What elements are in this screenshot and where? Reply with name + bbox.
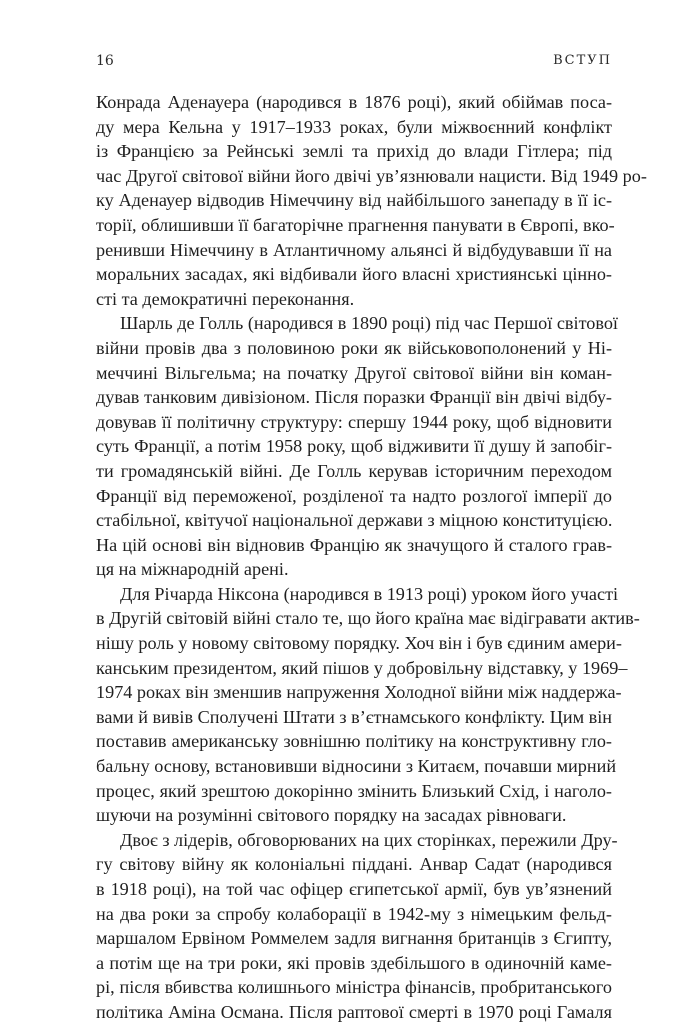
text-line: ця на міжнародній арені.: [96, 559, 289, 580]
paragraph: [96, 828, 618, 1025]
text-line: в Другій світовій війні стало те, що його країна має відігравати актив-: [96, 608, 640, 629]
text-line: ку Аденауер відводив Німеччину від найбільшого занепаду в її іс-: [96, 190, 612, 211]
text-line: ду мера Кельна у 1917–1933 роках, були міжвоєнний конфлікт: [96, 116, 612, 137]
text-line: рі, після вбивства колишнього міністра фінансів, пробританського: [96, 977, 612, 998]
text-line: сті та демократичні переконання.: [96, 288, 355, 309]
text-line: стабільної, квітучої національної держави з міцною конституцією.: [96, 510, 613, 531]
text-line: Конрада Аденауера (народився в 1876 році), який обіймав поса-: [96, 92, 612, 112]
text-line: нішу роль у новому світовому порядку. Хоч він і був єдиним амери-: [96, 633, 622, 654]
running-head: [96, 53, 612, 75]
text-line: а потім ще на три роки, які провів здебільшого в одиночній каме-: [96, 952, 612, 973]
text-line: суть Франції, а потім 1958 року, щоб відживити її душу й запобіг-: [96, 436, 612, 457]
text-line: поставив американську зовнішню політику на конструктивну гло-: [96, 731, 612, 752]
text-line: 1974 роках він зменшив напруження Холодної війни між наддержа-: [96, 682, 622, 703]
text-line: вами й вивів Сполучені Штати з в’єтнамського конфлікту. Цим він: [96, 706, 613, 727]
text-line: в 1918 році), на той час офіцер єгипетської армії, був ув’язнений: [96, 879, 612, 899]
text-line: бальну основу, встановивши відносини з Китаєм, почавши мирний: [96, 756, 617, 777]
section-title: ВСТУП: [553, 53, 612, 68]
text-line: Шарль де Голль (народився в 1890 році) під час Першої світової: [120, 313, 618, 334]
text-line: на два роки за спробу колаборації в 1942-му з німецьким фельд-: [96, 903, 612, 924]
page-number: 16: [96, 53, 114, 69]
paragraph: [96, 582, 640, 828]
text-line: війни провів два з половиною роки як військовополонений у Ні-: [96, 337, 612, 358]
text-line: процес, який зрештою докорінно змінить Близький Схід, і наголо-: [96, 780, 612, 801]
text-line: На цій основі він відновив Францію як значущого й сталого грав-: [96, 534, 612, 555]
text-line: гу світову війну як колоніальні піддані. Анвар Садат (народився: [96, 854, 612, 875]
paragraph: [96, 311, 618, 582]
text-line: маршалом Ервіном Роммелем задля вигнання британців з Єгипту,: [96, 928, 612, 949]
text-line: дував танковим дивізіоном. Після поразки Франції він двічі відбу-: [96, 387, 612, 408]
text-line: моральних засадах, які відбивали його власні християнські цінно-: [96, 264, 612, 285]
text-line: ти громадянській війні. Де Голль керував історичним переходом: [96, 460, 612, 481]
text-line: торії, облишивши її багаторічне прагнення панувати в Європі, вко-: [96, 214, 615, 235]
text-line: Для Річарда Ніксона (народився в 1913 році) уроком його участі: [120, 583, 619, 604]
body-text: [96, 90, 647, 1025]
text-line: довував її політичну структуру: спершу 1944 року, щоб відновити: [96, 411, 612, 432]
text-line: меччині Вільгельма; на початку Другої світової війни він коман-: [96, 362, 612, 383]
text-line: Двоє з лідерів, обговорюваних на цих сторінках, пережили Дру-: [120, 829, 618, 850]
text-line: ренивши Німеччину в Атлантичному альянсі й відбудувавши її на: [96, 239, 612, 260]
text-line: із Францією за Рейнські землі та прихід до влади Гітлера; під: [96, 141, 612, 162]
text-line: шуючи на розумінні світового порядку на засадах рівноваги.: [96, 805, 567, 826]
text-line: політика Аміна Османа. Після раптової смерті в 1970 році Гамаля: [96, 1001, 612, 1022]
text-line: час Другої світової війни його двічі ув’язнювали нацисти. Від 1949 ро-: [96, 165, 647, 186]
text-line: Франції від переможеної, розділеної та надто розлогої імперії до: [96, 485, 612, 506]
paragraph: [96, 90, 647, 311]
text-line: канським президентом, який пішов у добровільну відставку, у 1969–: [96, 657, 628, 678]
